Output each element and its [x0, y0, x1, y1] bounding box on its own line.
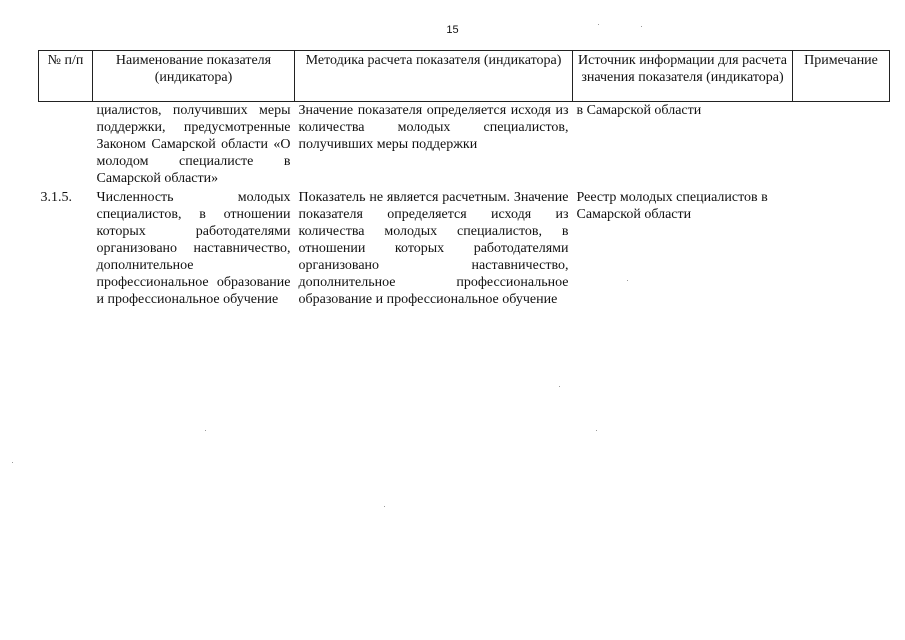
row-note: [793, 189, 890, 308]
scan-speck: [559, 386, 560, 387]
row-note: [793, 102, 890, 190]
scan-speck: [627, 280, 628, 281]
scan-speck: [596, 430, 597, 431]
indicator-table: [38, 50, 890, 308]
row-indicator-name: циалистов, получивших меры поддержки, предусмотренные Законом Самарской области «О молодом специалисте в Самарской области»: [96, 103, 291, 186]
row-information-source: в Самарской области: [576, 103, 702, 118]
table-row: [39, 189, 890, 308]
header-note: Примечание: [793, 51, 890, 102]
page-number: 15: [446, 24, 459, 36]
row-indicator-name: Численность молодых специалистов, в отношении которых работодателями организовано наставничество, дополнительное профессиональное образование и профессиональное обучение: [96, 190, 291, 307]
scan-speck: [641, 26, 642, 27]
header-indicator-name: Наименование показателя (индикатора): [93, 51, 295, 102]
scan-speck: [12, 462, 13, 463]
table-row: [39, 102, 890, 190]
row-calculation-method: Значение показателя определяется исходя из количества молодых специалистов, получивших меры поддержки: [298, 103, 569, 152]
table-header-row: [39, 51, 890, 102]
row-calculation-method: Показатель не является расчетным. Значение показателя определяется исходя из количества молодых специалистов, в отношении которых работодателями организовано наставничество, дополнительное профессиональное образование и профессиональное обучение: [298, 190, 569, 307]
header-information-source: Источник информации для расчета значения показателя (индикатора): [573, 51, 793, 102]
scan-speck: [205, 430, 206, 431]
scan-speck: [384, 506, 385, 507]
header-calculation-method: Методика расчета показателя (индикатора): [295, 51, 573, 102]
scan-speck: [598, 24, 599, 25]
row-number: 3.1.5.: [40, 190, 72, 205]
row-number: [39, 102, 93, 190]
row-information-source: Реестр молодых специалистов в Самарской области: [576, 190, 768, 222]
header-number: № п/п: [39, 51, 93, 102]
